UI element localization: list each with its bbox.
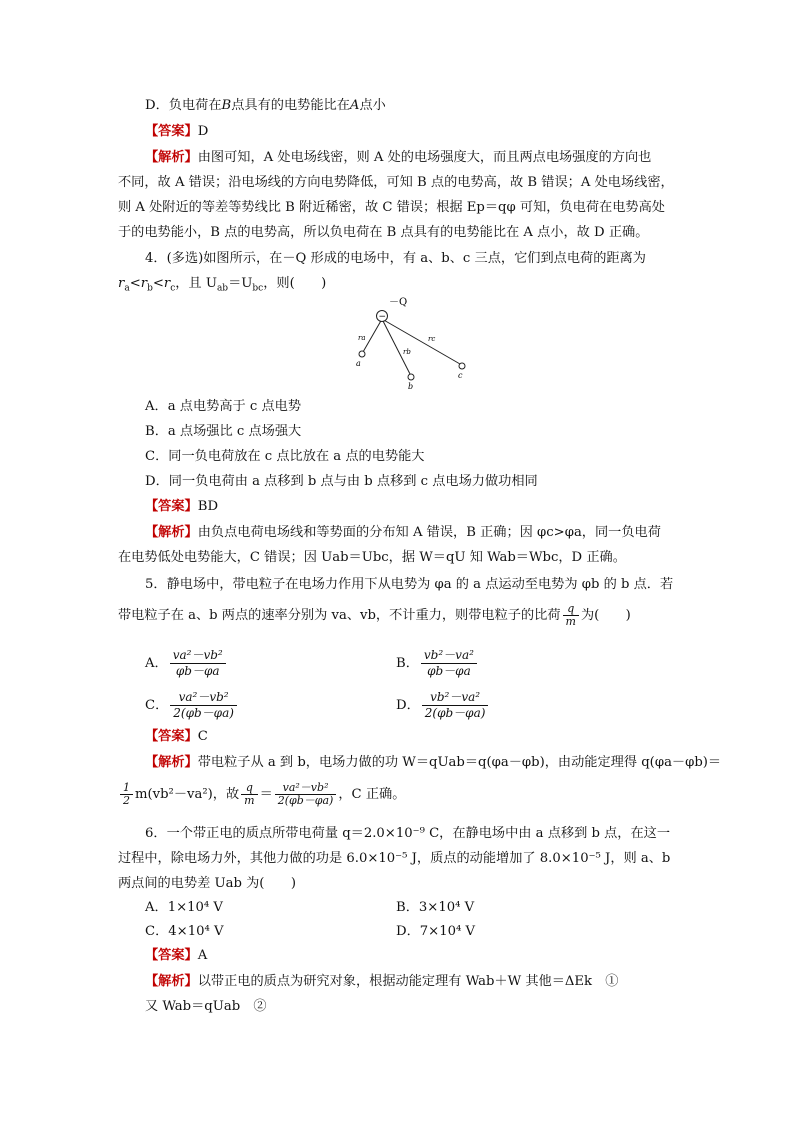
q3-explanation-line4: 于的电势能小，B 点的电势高，所以负电荷在 B 点具有的电势能比在 A 点小，故 D 正确。 xyxy=(118,225,649,240)
q6-answer: 【答案】A xyxy=(145,948,208,963)
answer-tag: 【答案】 xyxy=(145,948,198,963)
point-c xyxy=(459,363,465,369)
q4-answer: 【答案】BD xyxy=(145,499,219,514)
label-c: c xyxy=(458,371,463,380)
q5-stem-line1: 5．静电场中，带电粒子在电场力作用下从电势为 φa 的 a 点运动至电势为 φb 的 b 点．若 xyxy=(145,577,674,592)
label-rc: rc xyxy=(428,335,436,343)
q5-option-a: A． $\frac{\text{va²－vb²}}{\varphi b-\varphi a}$ xyxy=(145,648,385,679)
q4-option-a: A．a 点电势高于 c 点电势 xyxy=(145,399,302,414)
q4-stem-line1: 4．(多选)如图所示，在－Q 形成的电场中，有 a、b、c 三点，它们到点电荷的距离为 xyxy=(145,251,646,266)
q5-answer: 【答案】C xyxy=(145,729,208,744)
q6-option-a: A．1×10⁴ V xyxy=(145,900,223,915)
q4-explanation-line1: 【解析】由负点电荷电场线和等势面的分布知 A 错误，B 正确；因 φc>φa，同一负电荷 xyxy=(145,525,661,540)
q6-stem-line3: 两点间的电势差 Uab 为( ) xyxy=(118,876,296,891)
answer-tag: 【答案】 xyxy=(145,124,198,139)
label-ra: ra xyxy=(358,334,366,342)
q4-option-b: B．a 点场强比 c 点场强大 xyxy=(145,424,302,439)
answer-tag: 【答案】 xyxy=(145,729,198,744)
q4-stem-line2: $r_a<r_b<r_c$，且 $U_{ab}=U_{bc}$，则( ) xyxy=(118,276,327,294)
q6-stem-line1: 6．一个带正电的质点所带电荷量 q＝2.0×10⁻⁹ C，在静电场中由 a 点移到 b 点，在这一 xyxy=(145,826,671,841)
q6-explanation-line2: 又 Wab＝qUab ② xyxy=(145,999,267,1014)
explanation-tag: 【解析】 xyxy=(145,150,198,165)
explanation-tag: 【解析】 xyxy=(145,525,198,540)
explanation-tag: 【解析】 xyxy=(145,755,198,770)
q4-point-charge-figure xyxy=(340,292,480,392)
q3-explanation-line1: 【解析】由图可知，A 处电场线密，则 A 处的电场强度大，而且两点电场强度的方向也 xyxy=(145,150,652,165)
charge-label: －Q xyxy=(389,297,408,308)
q4-explanation-line2: 在电势低处电势能大，C 错误；因 Uab＝Ubc，据 W＝qU 知 Wab＝Wbc，D 正确。 xyxy=(118,550,626,565)
minus-sign: − xyxy=(378,312,387,322)
point-a xyxy=(359,351,365,357)
q3-option-d: D．负电荷在B点具有的电势能比在A点小 xyxy=(145,98,386,113)
q6-option-b: B．3×10⁴ V xyxy=(396,900,475,915)
q4-option-d: D．同一负电荷由 a 点移到 b 点与由 b 点移到 c 点电场力做功相同 xyxy=(145,474,538,489)
q6-explanation-line1: 【解析】以带正电的质点为研究对象，根据动能定理有 Wab＋W 其他＝ΔEk ① xyxy=(145,974,619,989)
q4-option-c: C．同一负电荷放在 c 点比放在 a 点的电势能大 xyxy=(145,449,425,464)
label-rb: rb xyxy=(403,348,411,356)
q6-option-d: D．7×10⁴ V xyxy=(396,924,475,939)
label-b: b xyxy=(408,382,414,391)
q3-answer: 【答案】D xyxy=(145,124,209,139)
q5-stem-line2: 带电粒子在 a、b 两点的速率分别为 va、vb，不计重力，则带电粒子的比荷 $\frac{q}{m}$ 为( ) xyxy=(118,602,631,628)
q5-option-b: B． $\frac{\text{vb²－va²}}{\varphi b-\varphi a}$ xyxy=(396,648,636,679)
q6-stem-line2: 过程中，除电场力外，其他力做的功是 6.0×10⁻⁵ J，质点的动能增加了 8.0×10⁻⁵ J，则 a、b xyxy=(118,851,671,866)
q3-explanation-line3: 则 A 处附近的等差等势线比 B 附近稀密，故 C 错误；根据 Ep＝qφ 可知，负电荷在电势高处 xyxy=(118,200,665,215)
q3-explanation-line2: 不同，故 A 错误；沿电场线的方向电势降低，可知 B 点的电势高，故 B 错误；A 处电场线密， xyxy=(118,175,674,190)
explanation-tag: 【解析】 xyxy=(145,974,198,989)
q5-explanation-line1: 【解析】带电粒子从 a 到 b，电场力做的功 W＝qUab＝q(φa－φb)，由动能定理得 q(φa－φb)＝ xyxy=(145,755,722,770)
answer-tag: 【答案】 xyxy=(145,499,198,514)
q5-option-c: C． $\frac{\text{va²－vb²}}{2(\varphi b-\varphi a)}$ xyxy=(145,690,385,721)
q5-explanation-line2: $\frac{1}{2}$ m(vb²－va²)，故 $\frac{q}{m}$ ＝ $\frac{\text{va²－vb²}}{2(\varphi b-\varphi a)}$ ，C 正确。 xyxy=(118,782,678,807)
point-b xyxy=(408,374,414,380)
label-a: a xyxy=(356,359,361,368)
q6-option-c: C．4×10⁴ V xyxy=(145,924,224,939)
q5-option-d: D． $\frac{\text{vb²－va²}}{2(\varphi b-\varphi a)}$ xyxy=(396,690,636,721)
